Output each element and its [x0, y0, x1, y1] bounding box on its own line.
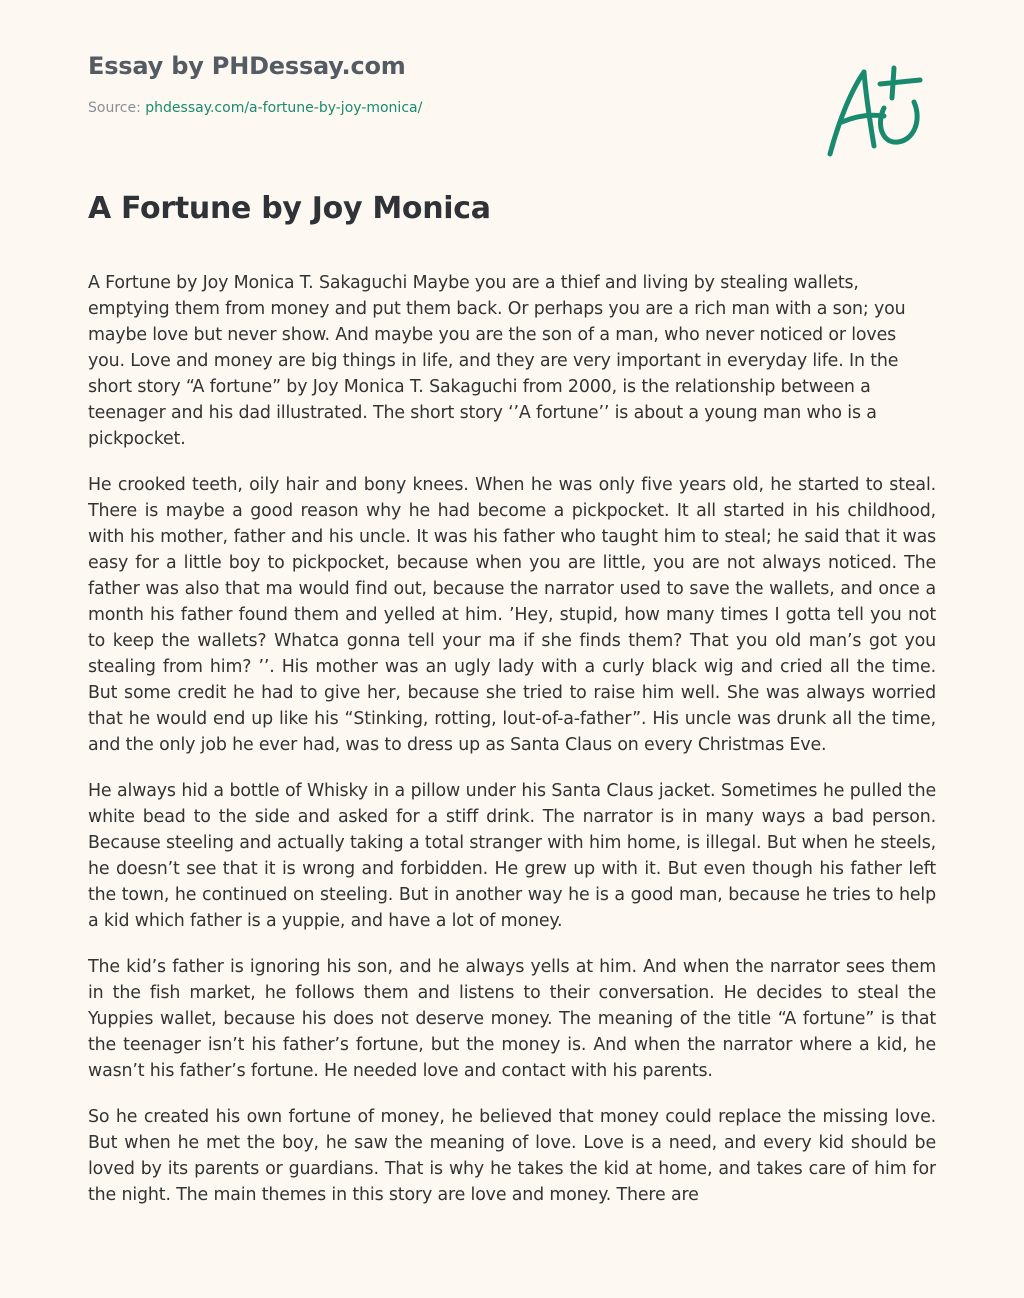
essay-paragraph-1: A Fortune by Joy Monica T. Sakaguchi Maybe you are a thief and living by stealing wallets, emptying them from money and put them back. Or perhaps you are a rich man with a son; you maybe love but never show. And maybe you are the son of a man, who never noticed or loves you. Love and money are big things in life, and they are very important in everyday life. In the short story “A fortune” by Joy Monica T. Sakaguchi from 2000, is the relationship between a teenager and his dad illustrated. The short story ‘’A fortune’’ is about a young man who is a pickpocket. [88, 273, 906, 449]
source-link[interactable]: phdessay.com/a-fortune-by-joy-monica/ [145, 100, 423, 116]
essay-paragraph-3: He always hid a bottle of Whisky in a pillow under his Santa Claus jacket. Sometimes he pulled the white bead to the side and asked for a stiff drink. The narrator is in many ways a bad person. Because steeling and actually taking a total stranger with him home, is illegal. But when he steels, he doesn’t see that it is wrong and forbidden. He grew up with it. But even though his father left the town, he continued on steeling. But in another way he is a good man, because he tries to help a kid which father is a yuppie, and have a lot of money. [88, 781, 936, 931]
page-header [88, 48, 788, 118]
essay-paragraph-5: So he created his own fortune of money, he believed that money could replace the missing love. But when he met the boy, he saw the meaning of love. Love is a need, and every kid should be loved by its parents or guardians. That is why he takes the kid at home, and takes care of him for the night. The main themes in this story are love and money. There are [88, 1107, 936, 1205]
source-line [88, 98, 788, 118]
essay-paragraph-2: He crooked teeth, oily hair and bony knees. When he was only five years old, he started to steal. There is maybe a good reason why he had become a pickpocket. It all started in his childhood, with his mother, father and his uncle. It was his father who taught him to steal; he said that it was easy for a little boy to pickpocket, because when you are little, you are not always noticed. The father was also that ma would find out, because the narrator used to save the wallets, and once a month his father found them and yelled at him. ’Hey, stupid, how many times I gotta tell you not to keep the wallets? Whatca gonna tell your ma if she finds them? That you old man’s got you stealing from him? ’’. His mother was an ugly lady with a curly black wig and cried all the time. But some credit he had to give her, because she tried to raise him well. She was always worried that he would end up like his “Stinking, rotting, lout-of-a-father”. His uncle was drunk all the time, and the only job he ever had, was to dress up as Santa Claus on every Christmas Eve. [88, 475, 936, 755]
document-title: A Fortune by Joy Monica [88, 191, 491, 226]
site-title[interactable]: Essay by PHDessay.com [88, 52, 406, 80]
essay-paragraph-4: The kid’s father is ignoring his son, and he always yells at him. And when the narrator sees them in the fish market, he follows them and listens to their conversation. He decides to steal the Yuppies wallet, because his does not deserve money. The meaning of the title “A fortune” is that the teenager isn’t his father’s fortune, but the money is. And when the narrator where a kid, he wasn’t his father’s fortune. He needed love and contact with his parents. [88, 957, 936, 1081]
a-plus-logo-icon [820, 62, 930, 162]
source-label: Source: [88, 100, 141, 116]
essay-body [88, 270, 936, 1298]
